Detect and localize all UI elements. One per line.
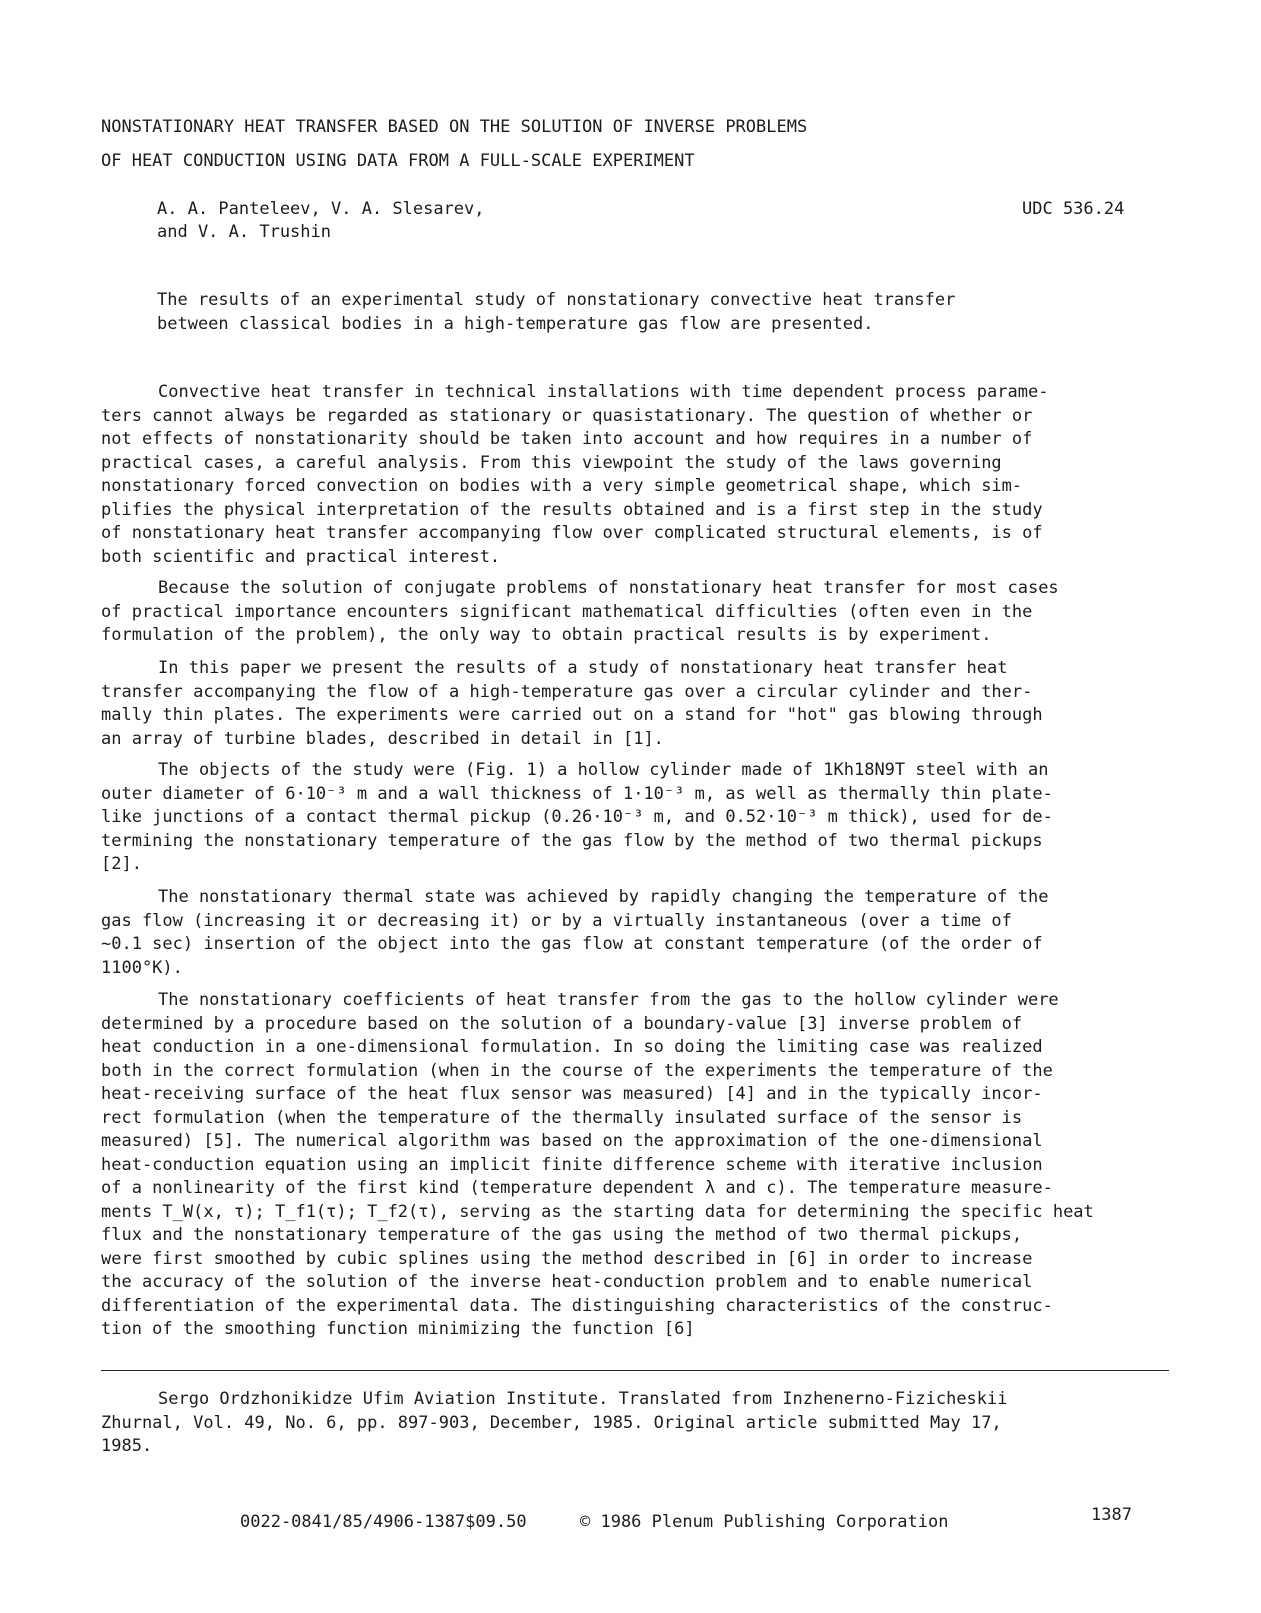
paragraph-line: of nonstationary heat transfer accompanying flow over complicated structural elements, is of bbox=[101, 523, 1043, 543]
footnote-line: Sergo Ordzhonikidze Ufim Aviation Institute. Translated from Inzhenerno-Fizicheskii bbox=[158, 1389, 1008, 1409]
paragraph-line: plifies the physical interpretation of the results obtained and is a first step in the study bbox=[101, 499, 1043, 520]
paragraph-line: mally thin plates. The experiments were carried out on a stand for "hot" gas blowing through bbox=[101, 705, 1043, 725]
paragraph-3 bbox=[101, 657, 1161, 751]
paragraph-line: heat conduction in a one-dimensional formulation. In so doing the limiting case was realized bbox=[101, 1037, 1043, 1057]
paragraph-line: flux and the nonstationary temperature of the gas using the method of two thermal pickups, bbox=[101, 1225, 1023, 1245]
paragraph-line: both in the correct formulation (when in the course of the experiments the temperature of the bbox=[101, 1060, 1053, 1081]
footnote-divider bbox=[101, 1370, 1169, 1371]
paragraph-line: not effects of nonstationarity should be taken into account and how requires in a number of bbox=[101, 429, 1033, 449]
footnote-line: Zhurnal, Vol. 49, No. 6, pp. 897-903, December, 1985. Original article submitted May 17, bbox=[101, 1412, 1002, 1433]
paragraph-line: gas flow (increasing it or decreasing it) or by a virtually instantaneous (over a time of bbox=[101, 910, 1012, 931]
paragraph-line: were first smoothed by cubic splines using the method described in [6] in order to increase bbox=[101, 1248, 1033, 1269]
paragraph-line: nonstationary forced convection on bodies with a very simple geometrical shape, which sim- bbox=[101, 476, 1023, 496]
udc-code: UDC 536.24 bbox=[1022, 199, 1125, 219]
paragraph-4 bbox=[101, 759, 1161, 877]
paragraph-line: an array of turbine blades, described in detail in [1]. bbox=[101, 728, 664, 749]
copyright-notice: © 1986 Plenum Publishing Corporation bbox=[580, 1512, 949, 1532]
paragraph-6 bbox=[101, 989, 1161, 1342]
paragraph-line: determined by a procedure based on the solution of a boundary-value [3] inverse problem of bbox=[101, 1013, 1023, 1034]
paragraph-line: 1100°K). bbox=[101, 957, 183, 978]
paragraph-line: heat-conduction equation using an implicit finite difference scheme with iterative inclusion bbox=[101, 1154, 1043, 1175]
footnote-line: 1985. bbox=[101, 1436, 153, 1456]
paragraph-line: ~0.1 sec) insertion of the object into the gas flow at constant temperature (of the order of bbox=[101, 934, 1043, 954]
paragraph-line: like junctions of a contact thermal pickup (0.26·10⁻³ m, and 0.52·10⁻³ m thick), used for de- bbox=[101, 807, 1053, 827]
article-code: 0022-0841/85/4906-1387$09.50 bbox=[240, 1512, 527, 1532]
paragraph-line: The nonstationary coefficients of heat transfer from the gas to the hollow cylinder were bbox=[158, 990, 1059, 1010]
paragraph-line: ters cannot always be regarded as stationary or quasistationary. The question of whether or bbox=[101, 405, 1033, 426]
paragraph-line: heat-receiving surface of the heat flux sensor was measured) [4] and in the typically incor- bbox=[101, 1084, 1043, 1104]
paragraph-line: The nonstationary thermal state was achieved by rapidly changing the temperature of the bbox=[158, 887, 1049, 907]
paragraph-line: measured) [5]. The numerical algorithm was based on the approximation of the one-dimensional bbox=[101, 1131, 1043, 1151]
abstract-line: The results of an experimental study of nonstationary convective heat transfer bbox=[157, 290, 956, 310]
abstract bbox=[157, 289, 1217, 336]
paper-title-line-1: NONSTATIONARY HEAT TRANSFER BASED ON THE SOLUTION OF INVERSE PROBLEMS bbox=[101, 117, 808, 137]
paragraph-5 bbox=[101, 886, 1161, 980]
authors-line-2: and V. A. Trushin bbox=[157, 222, 331, 242]
paragraph-line: rect formulation (when the temperature of the thermally insulated surface of the sensor is bbox=[101, 1107, 1023, 1128]
paragraph-line: the accuracy of the solution of the inverse heat-conduction problem and to enable numerical bbox=[101, 1272, 1033, 1292]
paragraph-line: The objects of the study were (Fig. 1) a hollow cylinder made of 1Kh18N9T steel with an bbox=[158, 760, 1049, 780]
paper-title-line-2: OF HEAT CONDUCTION USING DATA FROM A FULL-SCALE EXPERIMENT bbox=[101, 151, 695, 171]
paragraph-line: practical cases, a careful analysis. From this viewpoint the study of the laws governing bbox=[101, 452, 1002, 473]
paragraph-line: ments T_W(x, τ); T_f1(τ); T_f2(τ), serving as the starting data for determining the specific heat bbox=[101, 1201, 1094, 1222]
paragraph-line: of practical importance encounters significant mathematical difficulties (often even in the bbox=[101, 601, 1033, 622]
footnote bbox=[101, 1388, 1161, 1459]
paragraph-line: both scientific and practical interest. bbox=[101, 546, 501, 567]
paragraph-line: transfer accompanying the flow of a high-temperature gas over a circular cylinder and ther- bbox=[101, 681, 1033, 702]
paragraph-line: formulation of the problem), the only way to obtain practical results is by experiment. bbox=[101, 625, 992, 645]
paragraph-line: termining the nonstationary temperature of the gas flow by the method of two thermal pickups bbox=[101, 830, 1043, 851]
paragraph-line: Convective heat transfer in technical installations with time dependent process parame- bbox=[158, 382, 1049, 402]
paragraph-line: outer diameter of 6·10⁻³ m and a wall thickness of 1·10⁻³ m, as well as thermally thin plate- bbox=[101, 783, 1053, 804]
page-number: 1387 bbox=[1091, 1505, 1132, 1525]
authors-line-1: A. A. Panteleev, V. A. Slesarev, bbox=[157, 199, 485, 219]
paragraph-line: differentiation of the experimental data. The distinguishing characteristics of the construc- bbox=[101, 1295, 1053, 1316]
paragraph-line: In this paper we present the results of a study of nonstationary heat transfer heat bbox=[158, 658, 1008, 678]
paragraph-line: of a nonlinearity of the first kind (temperature dependent λ and c). The temperature measure- bbox=[101, 1178, 1053, 1198]
paragraph-line: Because the solution of conjugate problems of nonstationary heat transfer for most cases bbox=[158, 578, 1059, 598]
abstract-line: between classical bodies in a high-temperature gas flow are presented. bbox=[157, 313, 874, 334]
paragraph-line: [2]. bbox=[101, 854, 142, 874]
paragraph-2 bbox=[101, 577, 1161, 648]
paragraph-1 bbox=[101, 381, 1161, 569]
paragraph-line: tion of the smoothing function minimizing the function [6] bbox=[101, 1319, 695, 1339]
